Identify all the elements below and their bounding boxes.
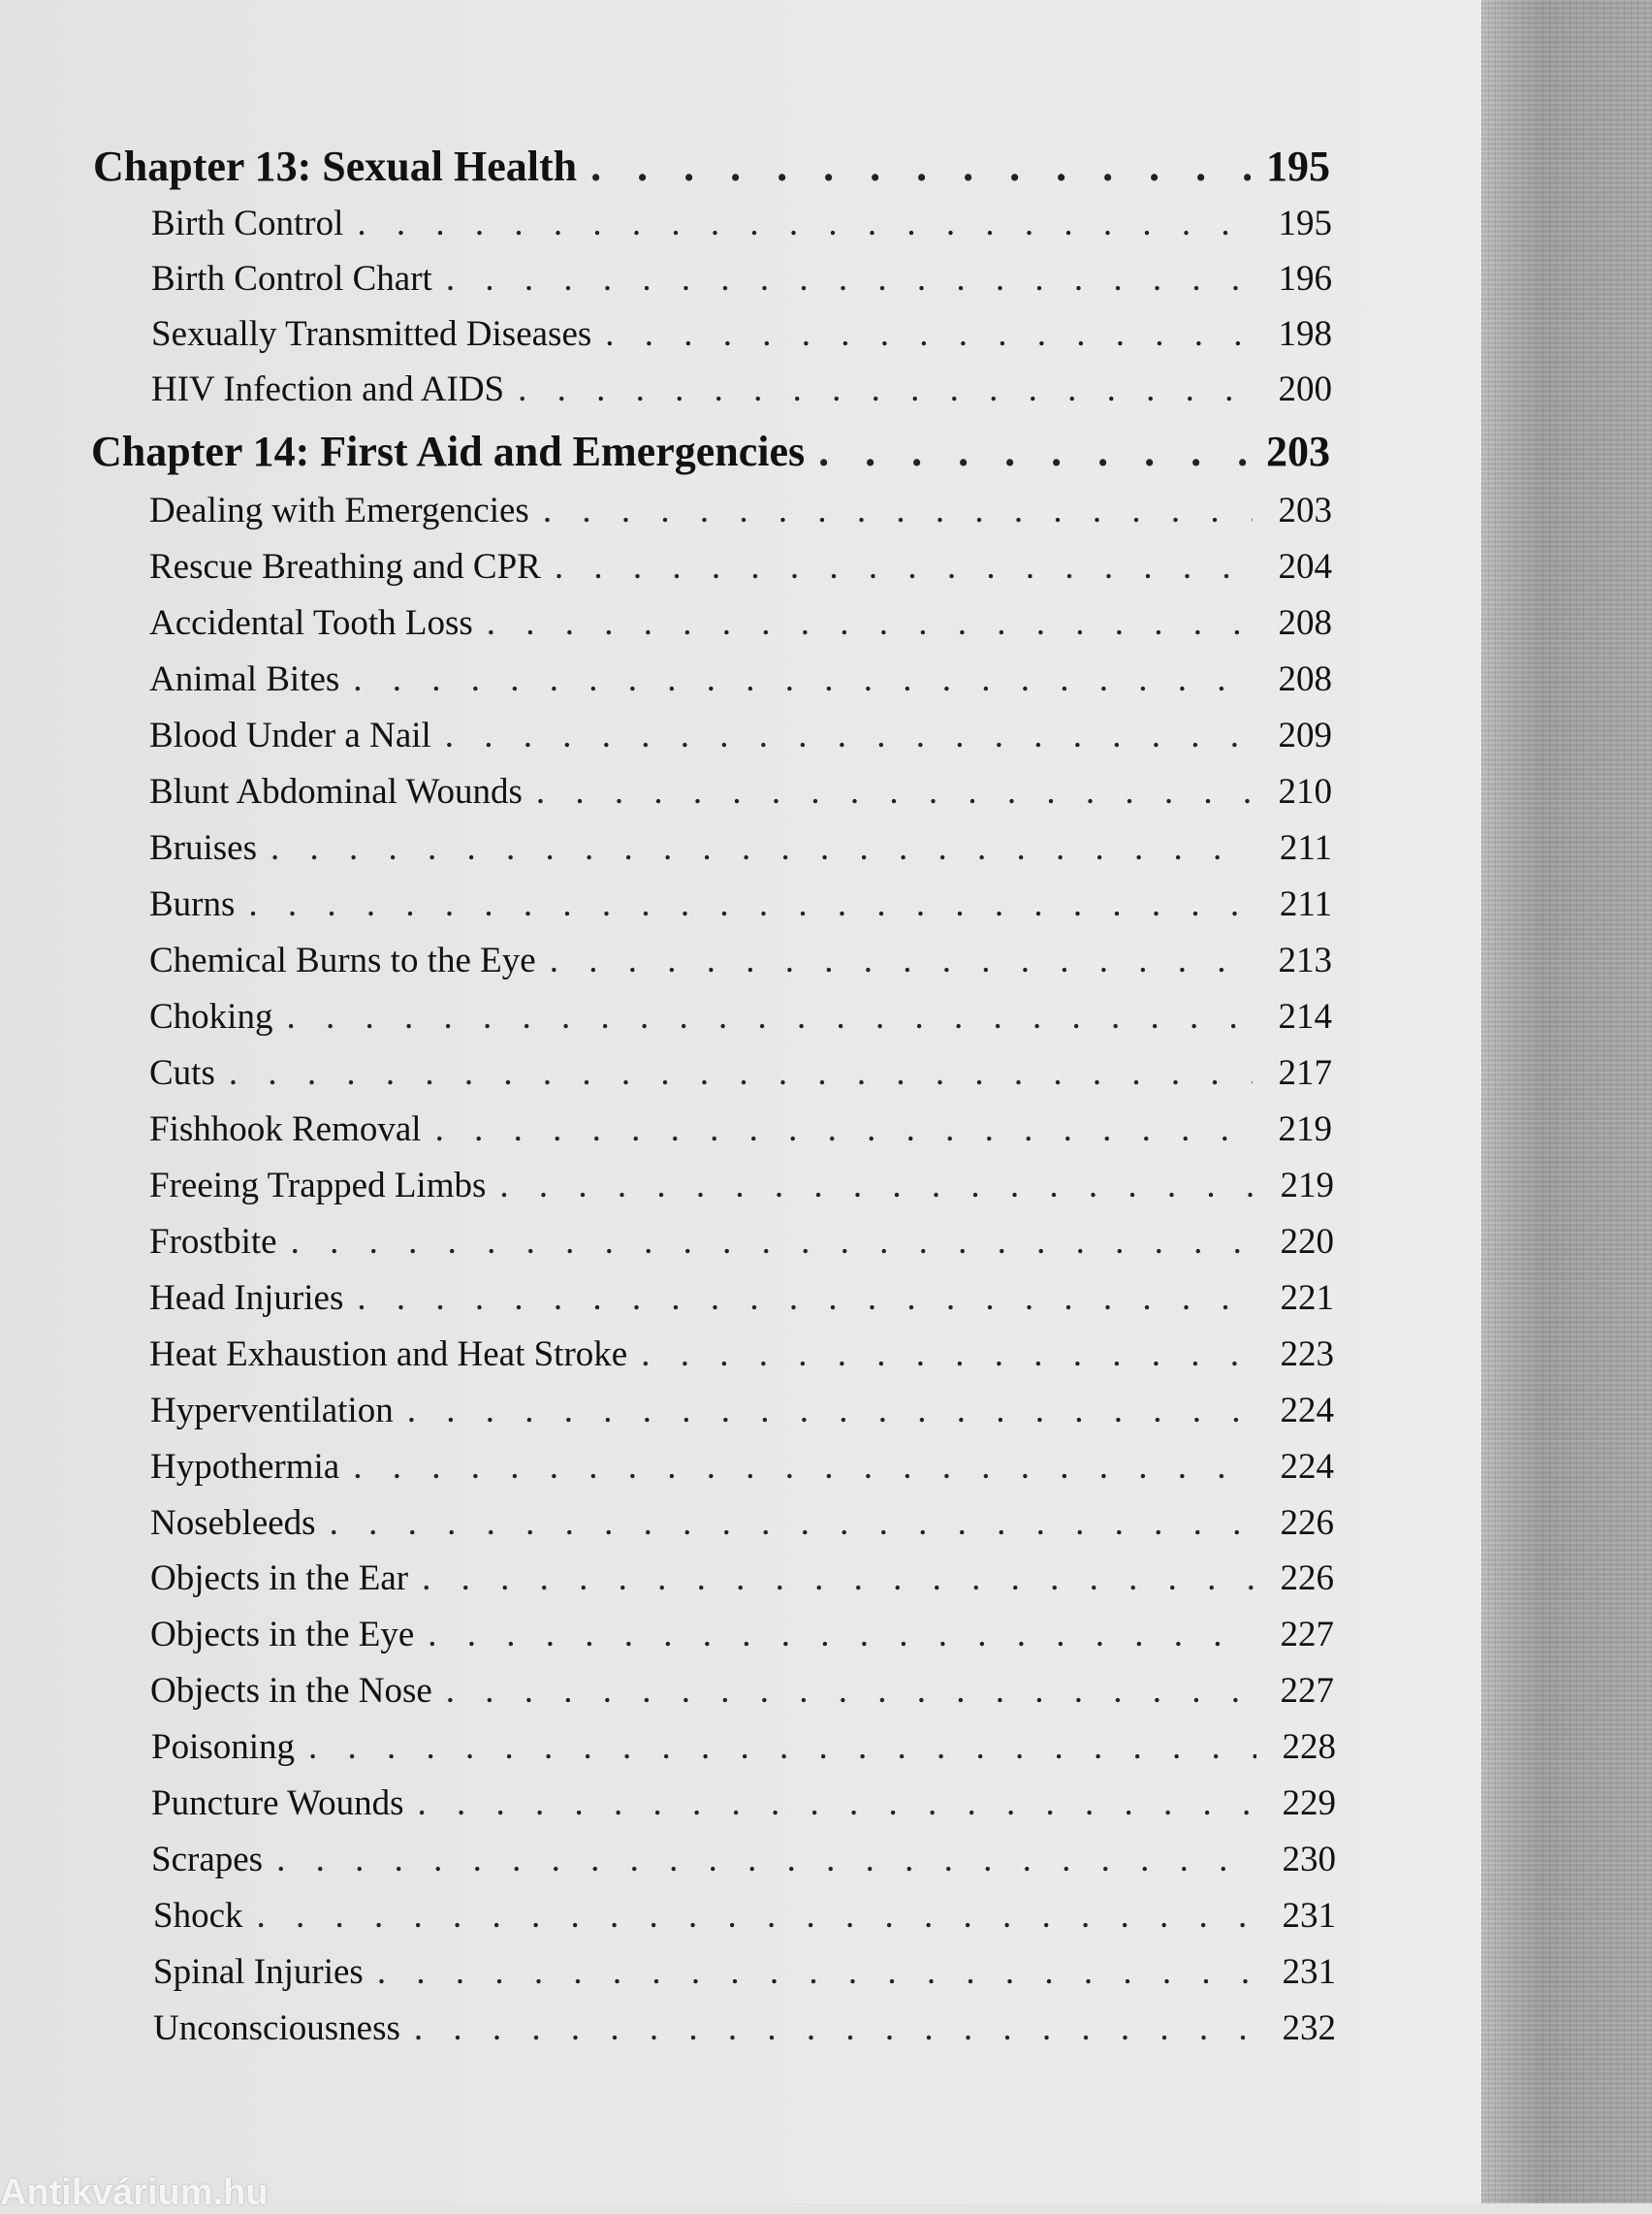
toc-entry [149,883,1332,925]
entry-title: Nosebleeds [150,1503,316,1543]
entry-title: Objects in the Nose [150,1671,432,1711]
toc-entry [149,827,1332,869]
toc-entry [150,1390,1334,1431]
dot-leader [555,546,1253,588]
entry-page-number: 200 [1278,369,1332,409]
entry-title: Bruises [149,828,257,868]
dot-leader [518,369,1253,410]
entry-title: Scrapes [151,1840,264,1879]
toc-entry [149,1165,1334,1206]
dot-leader [818,427,1251,476]
entry-title: Objects in the Eye [150,1615,415,1654]
entry-page-number: 221 [1280,1278,1334,1318]
entry-title: Spinal Injuries [153,1952,364,1992]
toc-entry [149,771,1332,813]
chapter-page-number: 203 [1266,428,1330,475]
entry-title: Chemical Burns to the Eye [149,941,536,980]
entry-title: Unconsciousness [153,2008,400,2048]
dot-leader [435,1108,1253,1150]
dot-leader [590,142,1251,191]
page-edge-stack [1481,0,1652,2203]
dot-leader [291,1221,1255,1263]
entry-title: Blood Under a Nail [149,716,431,755]
entry-title: Choking [149,997,273,1037]
entry-title: Hypothermia [150,1447,340,1487]
dot-leader [357,1277,1255,1319]
toc-entry [150,1670,1334,1712]
dot-leader [487,602,1253,644]
entry-page-number: 210 [1278,772,1332,812]
entry-title: Rescue Breathing and CPR [149,547,541,587]
toc-entry [151,369,1332,410]
dot-leader [417,1782,1256,1824]
toc-entry [153,1895,1336,1937]
entry-page-number: 196 [1278,259,1332,299]
chapter-title: Chapter 13: Sexual Health [93,143,578,190]
entry-title: Hyperventilation [150,1391,394,1430]
dot-leader [276,1839,1256,1880]
toc-entry [151,203,1332,244]
dot-leader [270,827,1253,869]
toc-entry [150,1446,1334,1488]
dot-leader [330,1502,1255,1544]
entry-page-number: 228 [1282,1727,1336,1767]
entry-page-number: 226 [1280,1558,1334,1598]
entry-page-number: 213 [1278,941,1332,980]
toc-entry [150,1614,1334,1655]
entry-page-number: 224 [1280,1391,1334,1430]
entry-title: Sexually Transmitted Diseases [151,314,592,354]
entry-page-number: 231 [1282,1896,1336,1936]
toc-entry [149,1052,1332,1094]
entry-title: HIV Infection and AIDS [151,369,505,409]
entry-page-number: 220 [1280,1222,1334,1262]
entry-page-number: 226 [1280,1503,1334,1543]
dot-leader [543,490,1253,531]
entry-title: Dealing with Emergencies [149,491,529,530]
toc-entry [149,658,1332,700]
entry-title: Burns [149,884,236,924]
entry-title: Fishhook Removal [149,1109,422,1149]
toc-entry [149,490,1332,531]
dot-leader [377,1951,1256,1993]
dot-leader [428,1614,1255,1655]
entry-title: Shock [153,1896,243,1936]
dot-leader [422,1557,1255,1599]
entry-page-number: 208 [1278,603,1332,643]
dot-leader [353,658,1253,700]
entry-page-number: 219 [1278,1109,1332,1149]
dot-leader [407,1390,1255,1431]
entry-title: Freeing Trapped Limbs [149,1166,487,1205]
entry-page-number: 227 [1280,1671,1334,1711]
toc-entry [149,996,1332,1038]
dot-leader [357,203,1253,244]
entry-page-number: 229 [1282,1783,1336,1823]
toc-entry [149,940,1332,981]
toc-entry [149,546,1332,588]
toc-entry [151,258,1332,300]
entry-page-number: 223 [1280,1334,1334,1374]
toc-entry [151,1726,1336,1768]
dot-leader [248,883,1253,925]
dot-leader [308,1726,1256,1768]
entry-title: Birth Control Chart [151,259,432,299]
chapter-page-number: 195 [1266,143,1330,190]
toc-entry [149,602,1332,644]
toc-entry [149,1221,1334,1263]
dot-leader [353,1446,1255,1488]
entry-page-number: 224 [1280,1447,1334,1487]
watermark: Antikvárium.hu [0,2172,269,2213]
entry-page-number: 208 [1278,659,1332,699]
entry-page-number: 211 [1279,828,1332,868]
dot-leader [605,313,1253,355]
toc-entry [150,1557,1334,1599]
entry-page-number: 232 [1282,2008,1336,2048]
entry-page-number: 231 [1282,1952,1336,1992]
entry-page-number: 203 [1278,491,1332,530]
dot-leader [550,940,1253,981]
entry-title: Cuts [149,1053,215,1093]
entry-title: Birth Control [151,204,344,243]
entry-title: Puncture Wounds [151,1783,404,1823]
dot-leader [536,771,1253,813]
toc-chapter-13 [93,142,1330,191]
entry-title: Accidental Tooth Loss [149,603,473,643]
toc-entry [151,1782,1336,1824]
toc-entry [151,313,1332,355]
toc-entry [149,1333,1334,1375]
entry-page-number: 195 [1278,204,1332,243]
toc-entry [153,2007,1336,2049]
dot-leader [257,1895,1257,1937]
dot-leader [229,1052,1253,1094]
entry-page-number: 214 [1278,997,1332,1037]
entry-title: Head Injuries [149,1278,344,1318]
entry-page-number: 219 [1280,1166,1334,1205]
toc-entry [153,1951,1336,1993]
entry-title: Frostbite [149,1222,277,1262]
entry-title: Animal Bites [149,659,340,699]
toc-entry [149,1108,1332,1150]
entry-page-number: 198 [1278,314,1332,354]
entry-page-number: 209 [1278,716,1332,755]
toc-entry [151,1839,1336,1880]
toc-entry [149,715,1332,756]
dot-leader [446,1670,1255,1712]
entry-page-number: 204 [1278,547,1332,587]
toc-entry [150,1502,1334,1544]
entry-title: Blunt Abdominal Wounds [149,772,523,812]
entry-title: Heat Exhaustion and Heat Stroke [149,1334,628,1374]
entry-page-number: 217 [1278,1053,1332,1093]
dot-leader [499,1165,1255,1206]
toc-entry [149,1277,1334,1319]
chapter-title: Chapter 14: First Aid and Emergencies [91,428,806,475]
dot-leader [446,258,1253,300]
entry-page-number: 227 [1280,1615,1334,1654]
entry-page-number: 230 [1282,1840,1336,1879]
dot-leader [286,996,1253,1038]
dot-leader [445,715,1253,756]
dot-leader [641,1333,1255,1375]
dot-leader [414,2007,1256,2049]
entry-title: Objects in the Ear [150,1558,409,1598]
entry-page-number: 211 [1279,884,1332,924]
toc-chapter-14 [91,427,1330,476]
entry-title: Poisoning [151,1727,296,1767]
